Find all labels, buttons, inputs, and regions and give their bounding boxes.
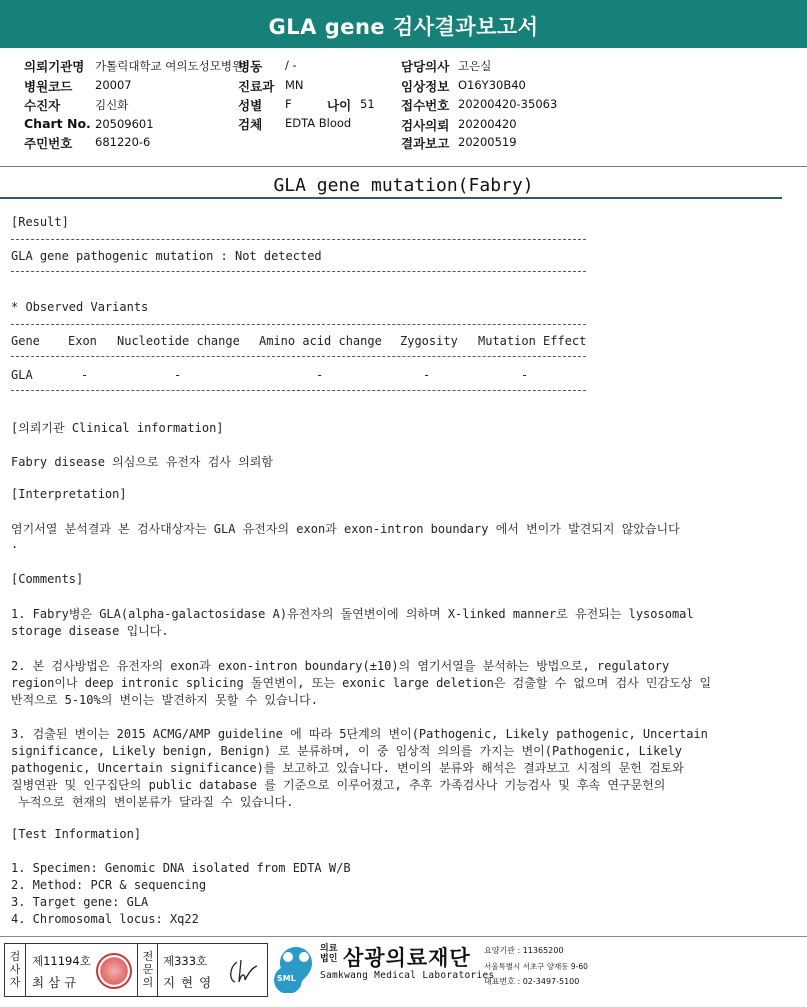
- comment-line: region이나 deep intronic splicing 돌연변이, 또는 exonic large deletion은 검출할 수 없으며 검사 민감도상 일: [11, 676, 712, 690]
- dept-label: 병동: [238, 59, 263, 74]
- clinical-heading: [의뢰기관 Clinical information]: [11, 421, 224, 435]
- rrn-label: 주민번호: [24, 136, 73, 151]
- org-name: 삼광의료재단: [343, 946, 471, 970]
- patient-value: 김신화: [95, 98, 129, 112]
- request-label: 검사의뢰: [401, 118, 450, 133]
- table-cell: -: [316, 368, 324, 382]
- interpretation-text: 염기서열 분석결과 본 검사대상자는 GLA 유전자의 exon과 exon-intron boundary 에서 변이가 발견되지 않았습니다: [11, 522, 680, 536]
- specimen-label: 검체: [238, 117, 263, 132]
- comment-line: 질병연관 및 인구집단의 public database 를 기준으로 이루어졌고, 추후 가족검사나 기능검사 및 후속 연구문헌의: [11, 778, 666, 792]
- title-rule: [0, 197, 782, 199]
- doctor-label: 담당의사: [401, 59, 450, 74]
- specialist-number: 제333호: [163, 954, 208, 968]
- sex-value: F: [285, 97, 292, 111]
- org-prefix: 의료 법인: [320, 944, 338, 964]
- receipt-value: 20200420-35063: [458, 97, 558, 111]
- comment-line: 누적으로 현재의 변이분류가 달라질 수 있습니다.: [11, 795, 294, 809]
- seal-stamp-icon: [96, 953, 132, 989]
- org-label: 의뢰기관명: [24, 59, 85, 74]
- comments-heading: [Comments]: [11, 572, 84, 586]
- report-footer: [0, 936, 807, 1007]
- divider: [11, 390, 586, 391]
- signature-box: [4, 943, 268, 997]
- divider: [11, 239, 586, 240]
- specialist-label: 전 문 의: [142, 950, 154, 989]
- table-cell: GLA: [11, 368, 33, 382]
- result-summary: GLA gene pathogenic mutation : Not detected: [11, 249, 322, 263]
- test-info-item: 3. Target gene: GLA: [11, 895, 149, 909]
- table-cell: -: [423, 368, 431, 382]
- contact-line: 서울특별시 서초구 양재동 9-60: [484, 962, 588, 971]
- divider: [11, 356, 586, 357]
- comment-line: 반적으로 5-10%의 변이는 발견하지 못할 수 있습니다.: [11, 693, 318, 707]
- interpretation-text-end: .: [11, 537, 19, 551]
- specimen-value: EDTA Blood: [285, 116, 352, 130]
- receipt-label: 접수번호: [401, 98, 450, 113]
- age-value: 51: [360, 97, 375, 111]
- subject-label: 진료과: [238, 79, 275, 94]
- examiner-label: 검 사 자: [9, 950, 21, 989]
- table-cell: -: [521, 368, 529, 382]
- comment-line: significance, Likely benign, Benign) 로 분류하며, 이 중 임상적 의의를 가지는 변이(Pathogenic, Likely: [11, 744, 683, 758]
- contact-line: 대표번호 : 02-3497-5100: [484, 977, 580, 986]
- column-header: Mutation Effect: [478, 334, 587, 348]
- test-info-item: 4. Chromosomal locus: Xq22: [11, 912, 199, 926]
- column-header: Nucleotide change: [117, 334, 240, 348]
- comment-line: pathogenic, Uncertain significance)를 보고하고 있습니다. 변이의 분류와 해석은 결과보고 시점의 문헌 검토와: [11, 761, 684, 775]
- code-value: 20007: [95, 78, 132, 92]
- comment-line: storage disease 입니다.: [11, 624, 169, 638]
- examiner-name: 최 삼 규: [32, 975, 77, 990]
- sml-logo-icon: [272, 943, 318, 993]
- comment-line: 1. Fabry병은 GLA(alpha-galactosidase A)유전자의 돌연변이에 의하며 X-linked manner로 유전되는 lysosomal: [11, 607, 694, 621]
- test-info-item: 1. Specimen: Genomic DNA isolated from EDTA W/B: [11, 861, 351, 875]
- result-heading: [Result]: [11, 215, 69, 229]
- age-label: 나이: [327, 98, 352, 113]
- sex-label: 성별: [238, 98, 263, 113]
- signature-icon: [227, 958, 261, 986]
- divider: [11, 324, 586, 325]
- clinical-text: Fabry disease 의심으로 유전자 검사 의뢰함: [11, 455, 273, 469]
- rrn-value: 681220-6: [95, 135, 151, 149]
- table-cell: -: [174, 368, 182, 382]
- report-label: 결과보고: [401, 136, 450, 151]
- patient-label: 수진자: [24, 98, 61, 113]
- table-cell: -: [81, 368, 89, 382]
- comment-line: 3. 검출된 변이는 2015 ACMG/AMP guideline 에 따라 5단계의 변이(Pathogenic, Likely pathogenic, Uncertain: [11, 727, 708, 741]
- code-label: 병원코드: [24, 79, 73, 94]
- chart-value: 20509601: [95, 117, 154, 131]
- divider: [11, 271, 586, 272]
- specialist-name: 지 현 영: [163, 975, 213, 990]
- request-value: 20200420: [458, 117, 517, 131]
- doctor-value: 고은실: [458, 59, 492, 73]
- examiner-number: 제11194호: [32, 954, 91, 968]
- column-header: Amino acid change: [259, 334, 382, 348]
- column-header: Zygosity: [400, 334, 458, 348]
- chart-label: Chart No.: [24, 116, 91, 131]
- clinical-value: O16Y30B40: [458, 78, 526, 92]
- report-title: GLA gene 검사결과보고서: [268, 15, 539, 39]
- test-info-heading: [Test Information]: [11, 827, 142, 841]
- document-title: GLA gene mutation(Fabry): [273, 175, 534, 196]
- patient-info-panel: [0, 48, 807, 167]
- org-english-name: Samkwang Medical Laboratories: [320, 970, 495, 981]
- subject-value: MN: [285, 78, 304, 92]
- org-value: 가톨릭대학교 여의도성모병원: [95, 59, 244, 73]
- dept-value: / -: [285, 58, 297, 72]
- logo-abbr: SML: [277, 974, 296, 983]
- observed-variants-heading: * Observed Variants: [11, 300, 149, 314]
- comment-line: 2. 본 검사방법은 유전자의 exon과 exon-intron boundary(±10)의 염기서열을 분석하는 방법으로, regulatory: [11, 659, 670, 673]
- test-info-item: 2. Method: PCR & sequencing: [11, 878, 207, 892]
- report-header: [0, 0, 807, 48]
- clinical-label: 임상정보: [401, 79, 450, 94]
- column-header: Gene: [11, 334, 40, 348]
- report-value: 20200519: [458, 135, 517, 149]
- contact-line: 요양기관 : 11365200: [484, 946, 564, 955]
- column-header: Exon: [68, 334, 97, 348]
- interpretation-heading: [Interpretation]: [11, 487, 127, 501]
